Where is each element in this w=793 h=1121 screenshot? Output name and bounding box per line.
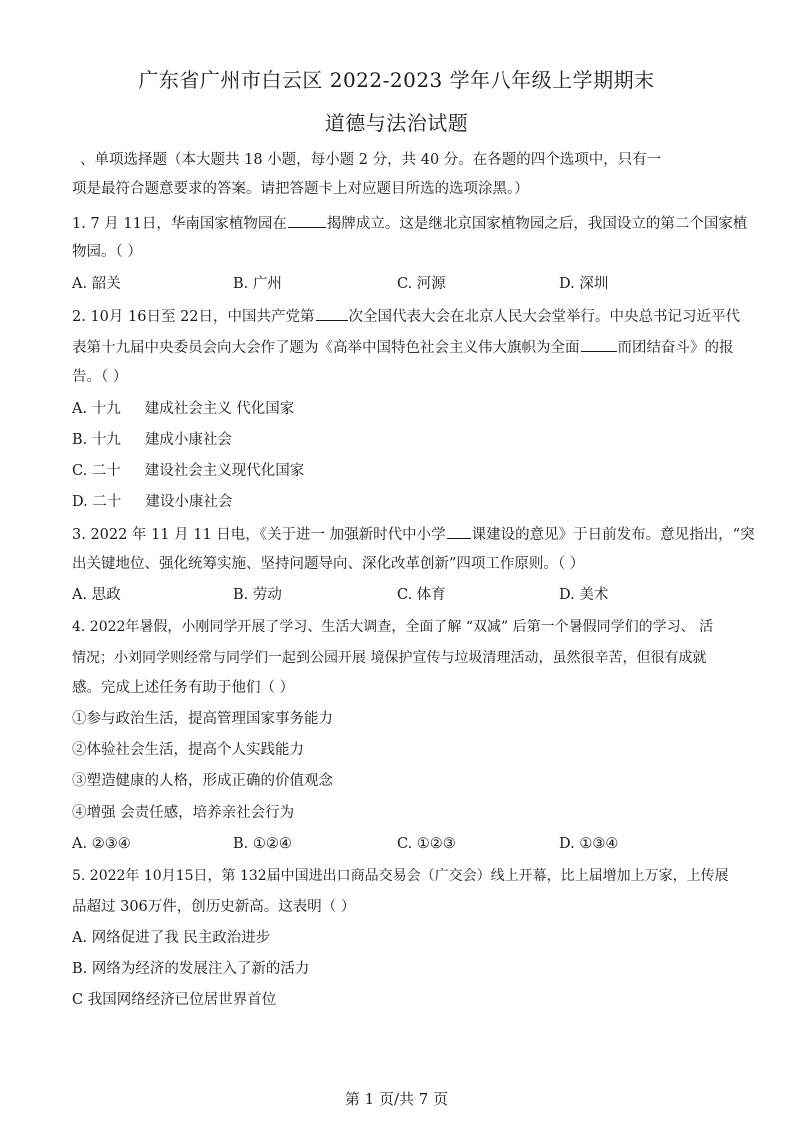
q5-option-b: B. 网络为经济的发展注入了新的活力 (72, 961, 310, 977)
q2-option-c (72, 461, 304, 481)
section-instruction-cont (72, 179, 529, 199)
q4-option-c: C. ①②③ (397, 836, 456, 852)
q2-option-c-letter: C. 二十 (72, 463, 121, 479)
q2-option-c-text: 建设社会主义现代化国家 (144, 463, 305, 479)
question-2-stem-end (72, 367, 127, 387)
q1-text-c: 物园。（ ） (72, 244, 142, 260)
q3-option-a: A. 思政 (72, 587, 121, 603)
q4-statement-1: ①参与政治生活，提高管理国家事务能力 (72, 711, 333, 727)
q1-blank (288, 213, 326, 228)
q3-text-a: 3. 2022 年 11 月 11 日电，《关于进一 加强新时代中小学 (72, 527, 446, 543)
q3-text-b: 课建设的意见》于日前发布。意见指出，“突 (471, 527, 755, 543)
q4-option-a: A. ②③④ (72, 836, 131, 852)
page-number: 第 1 页/共 7 页 (344, 1090, 449, 1108)
q5-text-a: 5. 2022年 10月15日，第 132届中国进出口商品交易会（广交会）线上开幕，比上届增加上万家，上传展 (72, 868, 729, 884)
question-3-stem-cont (72, 554, 584, 574)
q2-text-a: 2. 10月 16日至 22日，中国共产党第 (72, 309, 315, 325)
q2-text-d: 而团结奋斗》的报 (617, 340, 734, 356)
q3-option-c: C. 体育 (397, 587, 446, 603)
q4-statement-4: ④增强 会责任感，培养亲社会行为 (72, 805, 295, 821)
section-instruction (80, 150, 661, 170)
q2-option-d-letter: D. 二十 (72, 494, 122, 510)
q2-option-a-text: 建成社会主义 代化国家 (144, 401, 295, 417)
q5-option-c: C 我国网络经济已位居世界首位 (72, 992, 277, 1008)
q1-option-b: B. 广州 (233, 276, 282, 292)
question-5-stem-cont (72, 897, 355, 917)
q2-option-d-text: 建设小康社会 (145, 494, 233, 510)
q2-option-b-text: 建成小康社会 (144, 432, 232, 448)
q1-text-b: 揭牌成立。这是继北京国家植物园之后，我国设立的第二个国家植 (326, 216, 748, 232)
question-1-stem (72, 213, 747, 234)
question-4-stem (72, 617, 713, 637)
q2-text-c: 表第十九届中央委员会向大会作了题为《高举中国特色社会主义伟大旗帜为全面 (72, 340, 580, 356)
page-title: 广东省广州市白云区 2022-2023 学年八年级上学期期末 (138, 68, 655, 92)
q1-option-a: A. 韶关 (72, 276, 121, 292)
q2-blank-1 (316, 306, 348, 321)
q3-blank (447, 524, 471, 539)
q1-option-d: D. 深圳 (559, 276, 609, 292)
question-2-stem-cont (72, 337, 734, 358)
q2-option-b (72, 430, 232, 450)
instruction-line-2: 项是最符合题意要求的答案。请把答题卡上对应题目所选的选项涂黑。） (72, 181, 529, 197)
q3-option-d: D. 美术 (559, 587, 609, 603)
q2-text-b: 次全国代表大会在北京人民大会堂举行。中央总书记习近平代 (348, 309, 741, 325)
question-3-stem (72, 524, 755, 545)
page-subtitle: 道德与法治试题 (324, 111, 469, 135)
q4-text-a: 4. 2022年暑假，小刚同学开展了学习、生活大调查，全面了解 “双减” 后第一个暑假同学们的学习、 活 (72, 619, 714, 635)
q3-option-b: B. 劳动 (233, 587, 282, 603)
question-4-stem-end (72, 678, 294, 698)
q5-option-a: A. 网络促进了我 民主政治进步 (72, 930, 271, 946)
question-5-stem (72, 866, 729, 886)
q4-statement-3: ③塑造健康的人格，形成正确的价值观念 (72, 773, 333, 789)
q1-text-a: 1. 7 月 11日，华南国家植物园在 (72, 216, 287, 232)
question-2-stem (72, 306, 740, 327)
question-1-stem-cont (72, 242, 142, 262)
q4-text-b: 情况；小刘同学则经常与同学们一起到公园开展 境保护宣传与垃圾清理活动，虽然很辛苦，但很有成就 (72, 650, 707, 666)
q2-option-a-letter: A. 十九 (72, 401, 121, 417)
q4-text-c: 感。完成上述任务有助于他们（ ） (72, 680, 295, 696)
q4-option-b: B. ①②④ (233, 836, 292, 852)
q2-blank-2 (581, 337, 617, 352)
q2-option-a (72, 399, 294, 419)
q2-text-e: 告。（ ） (72, 369, 128, 385)
q2-option-b-letter: B. 十九 (72, 432, 121, 448)
q3-text-c: 出关键地位、强化统筹实施、坚持问题导向、深化改革创新”四项工作原则。（ ） (72, 556, 585, 572)
q1-option-c: C. 河源 (397, 276, 446, 292)
question-4-stem-cont (72, 648, 706, 668)
q2-option-d (72, 492, 232, 512)
instruction-line-1: 、单项选择题（本大题共 18 小题，每小题 2 分，共 40 分。在各题的四个选项中，只有一 (80, 152, 662, 168)
q4-statement-2: ②体验社会生活，提高个人实践能力 (72, 742, 304, 758)
q5-text-b: 品超过 306万件，创历史新高。这表明（ ） (72, 899, 356, 915)
q4-option-d: D. ①③④ (559, 836, 619, 852)
